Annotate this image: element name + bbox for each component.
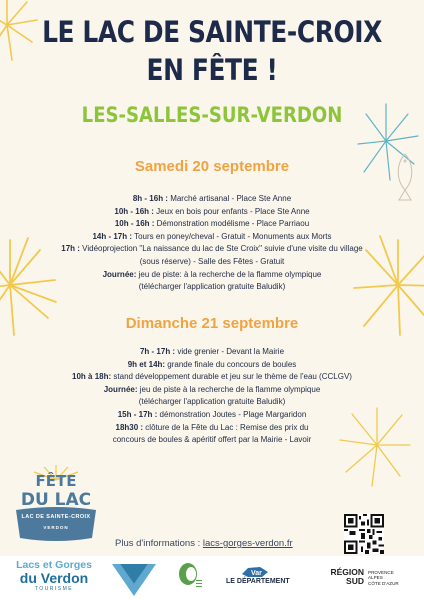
logo-line2: DU LAC — [20, 490, 92, 510]
verdon-v-icon — [110, 560, 158, 598]
program-item: 17h : Vidéoprojection "La naissance du lac de Ste Croix" suivie d'une visite du village — [61, 244, 363, 254]
region-line2: SUD — [346, 576, 364, 586]
paca-line2: ALPES — [368, 575, 383, 581]
fete-du-lac-logo — [8, 464, 104, 546]
lgv-line1: Lacs et Gorges — [16, 559, 92, 571]
program-item: 10h à 18h: stand développement durable et jeu sur le thème de l'eau (CCLGV) — [72, 372, 352, 382]
paca-line3: CÔTE D'AZUR — [368, 580, 399, 586]
var-map-icon — [240, 566, 270, 578]
paca-label — [368, 570, 422, 586]
more-info-label: Plus d'informations : — [115, 538, 203, 549]
program-item: (sous réserve) - Salle des Fêtes - Gratuit — [139, 256, 285, 266]
day2-heading: Dimanche 21 septembre — [125, 315, 299, 332]
program-item: 8h - 16h : Marché artisanal - Place Ste Anne — [132, 194, 292, 203]
poster-title-line2: EN FÊTE ! — [146, 53, 278, 87]
program-item: Journée: jeu de piste: à la recherche de la flamme olympique — [102, 269, 322, 279]
logo-line3: LAC DE SAINTE-CROIX — [21, 514, 91, 520]
logo-line1: FÊTE — [35, 472, 77, 490]
program-item: 9h et 14h: grande finale du concours de boules — [127, 359, 297, 369]
program-item: 7h - 17h : vide grenier - Devant la Mairie — [139, 347, 285, 356]
park-logo-icon — [176, 560, 204, 596]
program-item: Journée: jeu de piste à la recherche de la flamme olympique — [103, 384, 321, 394]
departement-name: LE DÉPARTEMENT — [226, 578, 290, 585]
program-item: 10h - 16h : Démonstration modélisme - Place Parriaou — [114, 219, 310, 229]
more-info — [115, 538, 293, 549]
day1-heading: Samedi 20 septembre — [134, 158, 290, 175]
footer-logos — [0, 556, 424, 600]
program-item: 14h - 17h : Tours en poney/cheval - Gratuit - Monuments aux Morts — [92, 231, 332, 241]
program-item: (télécharger l'application gratuite Baludik) — [138, 282, 286, 292]
logo-line4: VERDON — [43, 525, 69, 530]
var-label: Var — [251, 570, 262, 577]
lgv-line2: du Verdon — [19, 570, 89, 586]
day2-program — [20, 346, 404, 447]
lgv-tourisme-logo — [4, 560, 104, 592]
program-item: (télécharger l'application gratuite Baludik) — [138, 397, 286, 407]
lgv-line3: TOURISME — [34, 586, 74, 592]
program-item: concours de boules & apéritif offert par la Mairie - Lavoir — [112, 435, 312, 445]
departement-logo — [226, 566, 290, 585]
poster-subtitle: LES-SALLES-SUR-VERDON — [81, 103, 343, 127]
program-item: 10h - 16h : Jeux en bois pour enfants - Place Ste Anne — [114, 206, 310, 216]
paca-line1: PROVENCE — [368, 570, 394, 575]
region-line1: RÉGION — [330, 567, 364, 577]
poster-title-line1: LE LAC DE SAINTE-CROIX — [42, 15, 382, 49]
program-item: 18h30 : clôture de la Fête du Lac : Remise des prix du — [115, 422, 309, 432]
region-sud-logo — [314, 568, 364, 586]
qr-code-icon[interactable] — [344, 514, 384, 554]
program-item: 15h - 17h : démonstration Joutes - Plage Margaridon — [117, 409, 307, 419]
day1-program — [20, 193, 404, 294]
website-link[interactable]: lacs-gorges-verdon.fr — [202, 538, 293, 549]
